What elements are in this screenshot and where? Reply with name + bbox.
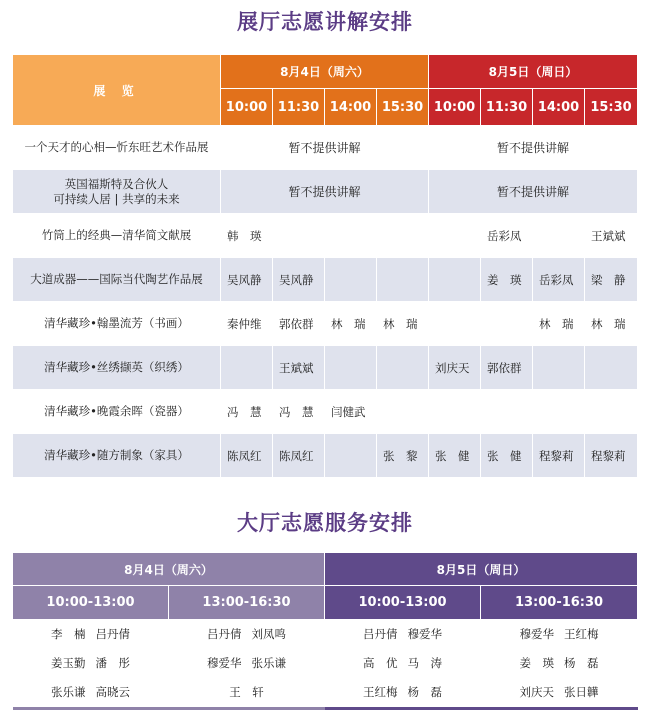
- volunteer-cell: [325, 678, 481, 707]
- guide-name: 冯 慧: [221, 390, 273, 434]
- tour-schedule-title: 展厅志愿讲解安排: [237, 10, 413, 34]
- guide-name: [377, 346, 429, 390]
- guide-name: [429, 214, 481, 258]
- guide-name: 岳彩凤: [481, 214, 533, 258]
- time-slot-header: 10:00: [221, 89, 273, 126]
- guide-name: [325, 214, 377, 258]
- table-row: [13, 170, 638, 214]
- table-row: [13, 390, 638, 434]
- guide-name: [585, 346, 638, 390]
- volunteer-name: 姜 瑛: [519, 656, 555, 670]
- exhibit-name: 一个天才的心相—忻东旺艺术作品展: [13, 126, 221, 170]
- hall-time-header: 10:00-13:00: [325, 586, 481, 620]
- guide-name: 岳彩凤: [533, 258, 585, 302]
- exhibit-name: 清华藏珍•晚霞余晖（瓷器）: [13, 390, 221, 434]
- guide-name: [325, 258, 377, 302]
- hall-schedule-table: [12, 552, 638, 710]
- volunteer-cell: [481, 649, 638, 678]
- guide-name: 王斌斌: [273, 346, 325, 390]
- exhibit-column-header: 展 览: [13, 55, 221, 126]
- guide-name: [533, 390, 585, 434]
- volunteer-name: 张日韡: [564, 685, 599, 699]
- guide-name: 姜 瑛: [481, 258, 533, 302]
- guide-name: 王斌斌: [585, 214, 638, 258]
- tour-schedule-table: [12, 54, 638, 478]
- volunteer-cell: [169, 649, 325, 678]
- volunteer-name: 李 楠: [51, 627, 86, 641]
- time-slot-header: 15:30: [585, 89, 638, 126]
- guide-name: [429, 258, 481, 302]
- table-row: [13, 620, 638, 649]
- hall-day1-header: 8月4日（周六）: [13, 553, 325, 586]
- exhibit-name: 竹筒上的经典—清华简文献展: [13, 214, 221, 258]
- volunteer-name: 马 涛: [407, 656, 443, 670]
- table-bottom-rule: [481, 707, 638, 710]
- volunteer-name: 姜玉勤: [51, 656, 86, 670]
- guide-name: 程黎莉: [533, 434, 585, 478]
- volunteer-cell: [169, 620, 325, 649]
- hall-time-header: 13:00-16:30: [169, 586, 325, 620]
- no-tour-note: 暂不提供讲解: [429, 170, 638, 214]
- table-row: [13, 214, 638, 258]
- table-row: [13, 126, 638, 170]
- volunteer-name: 穆爱华: [519, 627, 555, 641]
- volunteer-name: 高晓云: [95, 685, 130, 699]
- guide-name: [377, 258, 429, 302]
- volunteer-name: 吕丹倩: [95, 627, 130, 641]
- table-row: [13, 258, 638, 302]
- day2-header: 8月5日（周日）: [429, 55, 638, 89]
- hall-time-header: 10:00-13:00: [13, 586, 169, 620]
- table-row: [13, 346, 638, 390]
- guide-name: 张 黎: [377, 434, 429, 478]
- volunteer-name: 王红梅: [564, 627, 599, 641]
- table-row: [13, 678, 638, 707]
- volunteer-name: 刘庆天: [519, 685, 555, 699]
- volunteer-cell: [13, 620, 169, 649]
- guide-name: [325, 434, 377, 478]
- time-slot-header: 11:30: [273, 89, 325, 126]
- volunteer-name: 潘 彤: [95, 656, 130, 670]
- guide-name: 林 瑞: [533, 302, 585, 346]
- guide-name: 张 健: [429, 434, 481, 478]
- guide-name: [481, 302, 533, 346]
- guide-name: 郭依群: [481, 346, 533, 390]
- volunteer-cell: [481, 620, 638, 649]
- volunteer-name: 杨 磊: [407, 685, 443, 699]
- time-slot-header: 11:30: [481, 89, 533, 126]
- hall-time-header: 13:00-16:30: [481, 586, 638, 620]
- exhibit-name: 清华藏珍•随方制象（家具）: [13, 434, 221, 478]
- volunteer-name: 高 优: [363, 656, 398, 670]
- exhibit-name: 清华藏珍•丝绣撷英（织绣）: [13, 346, 221, 390]
- hall-schedule-title: 大厅志愿服务安排: [237, 511, 413, 535]
- guide-name: [429, 390, 481, 434]
- guide-name: 冯 慧: [273, 390, 325, 434]
- guide-name: [429, 302, 481, 346]
- guide-name: [377, 214, 429, 258]
- no-tour-note: 暂不提供讲解: [429, 126, 638, 170]
- no-tour-note: 暂不提供讲解: [221, 170, 429, 214]
- table-row: [13, 302, 638, 346]
- guide-name: 林 瑞: [377, 302, 429, 346]
- table-row: [13, 434, 638, 478]
- exhibit-name: 英国福斯特及合伙人 可持续人居 | 共享的未来: [13, 170, 221, 214]
- guide-name: 梁 静: [585, 258, 638, 302]
- guide-name: 程黎莉: [585, 434, 638, 478]
- time-slot-header: 14:00: [533, 89, 585, 126]
- guide-name: [377, 390, 429, 434]
- time-slot-header: 14:00: [325, 89, 377, 126]
- table-bottom-rule: [169, 707, 325, 710]
- guide-name: [325, 346, 377, 390]
- guide-name: [481, 390, 533, 434]
- volunteer-name: 穆爱华: [407, 627, 443, 641]
- volunteer-cell: [169, 678, 325, 707]
- guide-name: 陈凤红: [273, 434, 325, 478]
- guide-name: 郭依群: [273, 302, 325, 346]
- volunteer-cell: [13, 649, 169, 678]
- table-bottom-rule: [325, 707, 481, 710]
- volunteer-cell: [481, 678, 638, 707]
- exhibit-name: 清华藏珍•翰墨流芳（书画）: [13, 302, 221, 346]
- guide-name: 秦仲维: [221, 302, 273, 346]
- guide-name: 吴风静: [273, 258, 325, 302]
- volunteer-name: 张乐谦: [51, 685, 86, 699]
- hall-day2-header: 8月5日（周日）: [325, 553, 638, 586]
- exhibit-name: 大道成器——国际当代陶艺作品展: [13, 258, 221, 302]
- time-slot-header: 10:00: [429, 89, 481, 126]
- table-row: [13, 649, 638, 678]
- guide-name: 陈凤红: [221, 434, 273, 478]
- volunteer-name: 王 轩: [229, 685, 264, 699]
- day1-header: 8月4日（周六）: [221, 55, 429, 89]
- volunteer-name: 吕丹倩: [363, 627, 398, 641]
- guide-name: 韩 瑛: [221, 214, 273, 258]
- guide-name: 吴风静: [221, 258, 273, 302]
- guide-name: [533, 214, 585, 258]
- volunteer-name: 王红梅: [363, 685, 398, 699]
- table-bottom-rule: [13, 707, 169, 710]
- guide-name: [221, 346, 273, 390]
- guide-name: [273, 214, 325, 258]
- volunteer-name: 张乐谦: [251, 656, 286, 670]
- volunteer-name: 杨 磊: [564, 656, 599, 670]
- volunteer-name: 刘凤鸣: [251, 627, 286, 641]
- volunteer-name: 吕丹倩: [207, 627, 242, 641]
- volunteer-cell: [325, 620, 481, 649]
- volunteer-name: 穆爱华: [207, 656, 242, 670]
- guide-name: 刘庆天: [429, 346, 481, 390]
- guide-name: [533, 346, 585, 390]
- time-slot-header: 15:30: [377, 89, 429, 126]
- guide-name: 林 瑞: [585, 302, 638, 346]
- guide-name: 林 瑞: [325, 302, 377, 346]
- no-tour-note: 暂不提供讲解: [221, 126, 429, 170]
- volunteer-cell: [325, 649, 481, 678]
- volunteer-cell: [13, 678, 169, 707]
- guide-name: [585, 390, 638, 434]
- guide-name: 闫健武: [325, 390, 377, 434]
- guide-name: 张 健: [481, 434, 533, 478]
